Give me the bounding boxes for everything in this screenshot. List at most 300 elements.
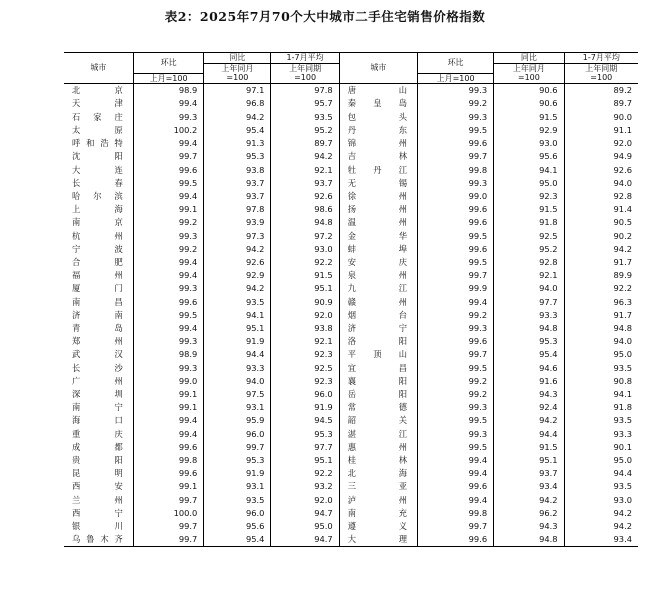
- ytd-avg-index: 92.0: [613, 138, 632, 149]
- mom-index: 99.3: [418, 322, 494, 335]
- city-name: 宜 昌: [339, 362, 417, 375]
- mom-index: 99.1: [133, 388, 203, 401]
- yoy-index: 94.0: [494, 282, 564, 295]
- table-row: [64, 428, 638, 441]
- mom-index: 99.6: [418, 243, 494, 256]
- city-name: 丹 东: [339, 124, 417, 137]
- yoy-base-value: =100: [494, 73, 564, 84]
- city-name: 扬 州: [339, 203, 417, 216]
- city-name: 韶 关: [339, 414, 417, 427]
- yoy-index: 94.3: [494, 520, 564, 533]
- table-row: [64, 243, 638, 256]
- table-row: [64, 533, 638, 547]
- city-name: 岳 阳: [339, 388, 417, 401]
- yoy-index: 97.7: [494, 296, 564, 309]
- table-row: [64, 520, 638, 533]
- mom-index: 99.7: [418, 269, 494, 282]
- city-name: 温 州: [339, 216, 417, 229]
- city-name: 济 南: [64, 309, 133, 322]
- ytd-avg-index: 89.2: [613, 85, 632, 96]
- mom-index: 99.3: [418, 401, 494, 414]
- mom-index: 99.3: [133, 282, 203, 295]
- mom-index: 99.1: [133, 203, 203, 216]
- yoy-index: 91.3: [204, 137, 271, 150]
- table-row: [64, 269, 638, 282]
- city-name: 南 京: [64, 216, 133, 229]
- mom-index: 99.4: [133, 190, 203, 203]
- mom-index: 99.4: [133, 269, 203, 282]
- table-row: [64, 322, 638, 335]
- yoy-index: 91.6: [494, 375, 564, 388]
- yoy-index: 93.3: [204, 362, 271, 375]
- mom-index: 99.7: [133, 520, 203, 533]
- table-row: [64, 414, 638, 427]
- mom-index: 99.2: [133, 243, 203, 256]
- ytd-avg-index: 94.0: [613, 177, 632, 188]
- city-name: 牡 丹 江: [339, 164, 417, 177]
- city-name: 吉 林: [339, 150, 417, 163]
- yoy-index: 93.7: [204, 177, 271, 190]
- city-name: 厦 门: [64, 282, 133, 295]
- ytd-avg-index: 93.5: [613, 362, 632, 373]
- mom-index: 99.7: [418, 150, 494, 163]
- city-name: 长 沙: [64, 362, 133, 375]
- yoy-index: 95.9: [204, 414, 271, 427]
- mom-index: 99.3: [133, 362, 203, 375]
- ytd-avg-index: 93.4: [564, 533, 638, 547]
- mom-index: 99.3: [133, 335, 203, 348]
- mom-index: 99.0: [418, 190, 494, 203]
- yoy-index: 93.9: [204, 216, 271, 229]
- mom-index: 99.3: [418, 428, 494, 441]
- ytd-avg-index: 92.3: [271, 348, 339, 361]
- ytd-avg-index: 91.9: [271, 401, 339, 414]
- ytd-avg-index: 95.7: [271, 97, 339, 110]
- city-name: 西 安: [64, 480, 133, 493]
- ytd-avg-index: 97.7: [271, 441, 339, 454]
- city-name: 广 州: [64, 375, 133, 388]
- ytd-avg-index: 97.8: [271, 84, 339, 98]
- mom-index: 100.0: [133, 507, 203, 520]
- mom-index: 99.6: [133, 296, 203, 309]
- yoy-index: 94.0: [204, 375, 271, 388]
- ytd-avg-index: 92.5: [271, 362, 339, 375]
- yoy-index: 97.1: [204, 84, 271, 98]
- yoy-index: 92.9: [494, 124, 564, 137]
- yoy-index: 93.0: [494, 137, 564, 150]
- table-row: [64, 177, 638, 190]
- city-name: 南 充: [339, 507, 417, 520]
- mom-index: 99.1: [133, 480, 203, 493]
- yoy-index: 90.6: [494, 84, 564, 98]
- city-column-header: 城市: [339, 53, 417, 84]
- table-row: [64, 111, 638, 124]
- ytd-avg-index: 90.5: [613, 217, 632, 228]
- table-row: [64, 97, 638, 110]
- yoy-index: 92.4: [494, 401, 564, 414]
- ytd-avg-index: 92.2: [613, 283, 632, 294]
- city-name: 蚌 埠: [339, 243, 417, 256]
- ytd-avg-index: 90.9: [271, 296, 339, 309]
- ytd-avg-index: 91.7: [613, 309, 632, 320]
- ytd-avg-index: 90.2: [613, 230, 632, 241]
- table-row: [64, 216, 638, 229]
- mom-index: 99.1: [133, 401, 203, 414]
- table-row: [64, 454, 638, 467]
- city-name: 重 庆: [64, 428, 133, 441]
- ytd-avg-index: 93.5: [613, 481, 632, 492]
- table-row: [64, 137, 638, 150]
- yoy-index: 94.4: [204, 348, 271, 361]
- yoy-index: 94.8: [494, 322, 564, 335]
- yoy-column-header: 同比: [494, 53, 564, 64]
- yoy-index: 94.3: [494, 388, 564, 401]
- city-name: 安 庆: [339, 256, 417, 269]
- mom-index: 99.3: [133, 111, 203, 124]
- table-row: [64, 150, 638, 163]
- mom-index: 99.6: [418, 203, 494, 216]
- mom-index: 99.0: [133, 375, 203, 388]
- city-name: 郑 州: [64, 335, 133, 348]
- mom-index: 99.4: [418, 296, 494, 309]
- table-row: [64, 230, 638, 243]
- ytd-avg-index: 94.8: [613, 322, 632, 333]
- ytd-avg-index: 95.0: [271, 520, 339, 533]
- yoy-index: 93.7: [494, 467, 564, 480]
- ytd-avg-index: 94.5: [271, 414, 339, 427]
- yoy-index: 95.1: [494, 454, 564, 467]
- yoy-index: 94.1: [204, 309, 271, 322]
- city-name: 昆 明: [64, 467, 133, 480]
- table-row: [64, 401, 638, 414]
- city-name: 武 汉: [64, 348, 133, 361]
- yoy-index: 93.1: [204, 401, 271, 414]
- ytd-avg-index: 96.3: [613, 296, 632, 307]
- mom-index: 99.8: [418, 507, 494, 520]
- city-name: 兰 州: [64, 494, 133, 507]
- mom-index: 99.5: [418, 362, 494, 375]
- ytd-avg-index: 92.6: [271, 190, 339, 203]
- ytd-avg-index: 93.7: [271, 177, 339, 190]
- mom-index: 99.4: [133, 322, 203, 335]
- ytd-avg-index: 89.7: [271, 137, 339, 150]
- yoy-index: 95.2: [494, 243, 564, 256]
- yoy-index: 92.9: [204, 269, 271, 282]
- ytd-avg-index: 92.6: [613, 164, 632, 175]
- ytd-avg-index: 95.0: [613, 349, 632, 360]
- city-name: 无 锡: [339, 177, 417, 190]
- avg-base-label: 上年同期: [585, 63, 618, 73]
- mom-index: 99.6: [418, 480, 494, 493]
- yoy-index: 91.5: [494, 203, 564, 216]
- mom-index: 99.6: [418, 137, 494, 150]
- yoy-index: 94.6: [494, 362, 564, 375]
- mom-index: 99.7: [133, 150, 203, 163]
- city-name: 银 川: [64, 520, 133, 533]
- city-name: 湛 江: [339, 428, 417, 441]
- mom-index: 100.2: [133, 124, 203, 137]
- table-row: [64, 309, 638, 322]
- ytd-avg-index: 92.1: [271, 335, 339, 348]
- city-name: 常 德: [339, 401, 417, 414]
- yoy-index: 91.5: [494, 441, 564, 454]
- city-name: 北 京: [64, 84, 133, 98]
- mom-index: 99.4: [133, 137, 203, 150]
- city-name: 惠 州: [339, 441, 417, 454]
- yoy-index: 93.7: [204, 190, 271, 203]
- yoy-index: 94.2: [494, 414, 564, 427]
- yoy-index: 95.0: [494, 177, 564, 190]
- mom-index: 99.4: [133, 428, 203, 441]
- city-name: 长 春: [64, 177, 133, 190]
- mom-index: 99.2: [418, 388, 494, 401]
- yoy-index: 95.6: [204, 520, 271, 533]
- mom-column-header: 环比: [133, 53, 203, 74]
- yoy-index: 96.0: [204, 428, 271, 441]
- mom-index: 99.5: [418, 124, 494, 137]
- mom-index: 98.9: [133, 348, 203, 361]
- mom-index: 99.6: [133, 467, 203, 480]
- mom-index: 99.6: [133, 164, 203, 177]
- ytd-avg-index: 93.8: [271, 322, 339, 335]
- city-name: 乌鲁木齐: [64, 533, 133, 547]
- mom-index: 99.6: [133, 441, 203, 454]
- ytd-avg-index: 91.1: [613, 124, 632, 135]
- mom-column-header: 环比: [418, 53, 494, 74]
- ytd-avg-index: 94.2: [613, 507, 632, 518]
- mom-index: 99.2: [418, 309, 494, 322]
- yoy-index: 92.5: [494, 230, 564, 243]
- yoy-index: 94.1: [494, 164, 564, 177]
- yoy-index: 95.6: [494, 150, 564, 163]
- city-name: 九 江: [339, 282, 417, 295]
- ytd-avg-index: 94.2: [613, 243, 632, 254]
- city-name: 平 顶 山: [339, 348, 417, 361]
- ytd-avg-index: 92.8: [613, 190, 632, 201]
- mom-index: 99.3: [418, 111, 494, 124]
- ytd-avg-index: 93.5: [613, 415, 632, 426]
- ytd-avg-index: 95.3: [271, 428, 339, 441]
- mom-index: 99.2: [418, 375, 494, 388]
- city-name: 海 口: [64, 414, 133, 427]
- yoy-index: 96.8: [204, 97, 271, 110]
- yoy-index: 91.8: [494, 216, 564, 229]
- ytd-avg-index: 89.9: [613, 270, 632, 281]
- yoy-index: 92.6: [204, 256, 271, 269]
- yoy-index: 92.3: [494, 190, 564, 203]
- yoy-index: 97.3: [204, 230, 271, 243]
- yoy-index: 94.2: [204, 243, 271, 256]
- city-name: 金 华: [339, 230, 417, 243]
- avg-column-header: 1-7月平均: [564, 53, 638, 64]
- ytd-avg-index: 90.1: [613, 441, 632, 452]
- mom-base-label: 上月=100: [133, 73, 203, 84]
- mom-index: 99.3: [418, 177, 494, 190]
- yoy-index: 94.2: [204, 111, 271, 124]
- ytd-avg-index: 97.2: [271, 230, 339, 243]
- ytd-avg-index: 94.2: [613, 520, 632, 531]
- city-name: 秦 皇 岛: [339, 97, 417, 110]
- yoy-index: 93.4: [494, 480, 564, 493]
- yoy-index: 91.5: [494, 111, 564, 124]
- yoy-index: 93.3: [494, 309, 564, 322]
- yoy-index: 93.5: [204, 296, 271, 309]
- city-name: 洛 阳: [339, 335, 417, 348]
- ytd-avg-index: 92.1: [271, 164, 339, 177]
- city-name: 泸 州: [339, 494, 417, 507]
- avg-base-value: =100: [564, 73, 638, 84]
- table-row: [64, 84, 638, 98]
- ytd-avg-index: 96.0: [271, 388, 339, 401]
- city-name: 遵 义: [339, 520, 417, 533]
- avg-column-header: 1-7月平均: [271, 53, 339, 64]
- mom-index: 99.3: [133, 230, 203, 243]
- table-body: [64, 84, 638, 547]
- ytd-avg-index: 93.0: [271, 243, 339, 256]
- yoy-index: 94.4: [494, 428, 564, 441]
- yoy-index: 97.5: [204, 388, 271, 401]
- yoy-base-value: =100: [204, 73, 271, 84]
- city-name: 济 宁: [339, 322, 417, 335]
- table-row: [64, 256, 638, 269]
- ytd-avg-index: 92.2: [271, 467, 339, 480]
- ytd-avg-index: 93.2: [271, 480, 339, 493]
- ytd-avg-index: 94.4: [613, 468, 632, 479]
- mom-index: 99.5: [133, 309, 203, 322]
- ytd-avg-index: 93.3: [613, 428, 632, 439]
- mom-index: 99.4: [418, 467, 494, 480]
- yoy-index: 95.4: [204, 124, 271, 137]
- mom-index: 99.9: [418, 282, 494, 295]
- mom-index: 99.7: [418, 348, 494, 361]
- city-name: 三 亚: [339, 480, 417, 493]
- ytd-avg-index: 92.3: [271, 375, 339, 388]
- city-name: 成 都: [64, 441, 133, 454]
- yoy-index: 96.2: [494, 507, 564, 520]
- city-name: 太 原: [64, 124, 133, 137]
- mom-index: 99.2: [133, 216, 203, 229]
- yoy-index: 91.9: [204, 467, 271, 480]
- table-row: [64, 362, 638, 375]
- yoy-index: 93.5: [204, 494, 271, 507]
- table-row: [64, 335, 638, 348]
- yoy-index: 92.8: [494, 256, 564, 269]
- ytd-avg-index: 94.1: [613, 388, 632, 399]
- ytd-avg-index: 94.7: [271, 507, 339, 520]
- city-name: 福 州: [64, 269, 133, 282]
- city-name: 包 头: [339, 111, 417, 124]
- city-name: 石 家 庄: [64, 111, 133, 124]
- city-name: 泉 州: [339, 269, 417, 282]
- city-name: 哈 尔 滨: [64, 190, 133, 203]
- city-name: 唐 山: [339, 84, 417, 98]
- yoy-index: 95.1: [204, 322, 271, 335]
- yoy-index: 94.2: [204, 282, 271, 295]
- mom-index: 99.5: [418, 441, 494, 454]
- city-name: 烟 台: [339, 309, 417, 322]
- ytd-avg-index: 90.0: [613, 111, 632, 122]
- city-name: 宁 波: [64, 243, 133, 256]
- ytd-avg-index: 95.1: [271, 454, 339, 467]
- ytd-avg-index: 94.8: [271, 216, 339, 229]
- mom-index: 99.2: [418, 97, 494, 110]
- city-name: 赣 州: [339, 296, 417, 309]
- ytd-avg-index: 89.7: [613, 98, 632, 109]
- yoy-base-label: 上年同月: [204, 63, 271, 73]
- mom-index: 98.9: [133, 84, 203, 98]
- city-name: 锦 州: [339, 137, 417, 150]
- table-row: [64, 190, 638, 203]
- city-name: 襄 阳: [339, 375, 417, 388]
- ytd-avg-index: 98.6: [271, 203, 339, 216]
- yoy-index: 93.8: [204, 164, 271, 177]
- mom-index: 99.5: [418, 414, 494, 427]
- table-row: [64, 467, 638, 480]
- mom-base-label: 上月=100: [418, 73, 494, 84]
- table-row: [64, 348, 638, 361]
- table-row: [64, 203, 638, 216]
- city-name: 沈 阳: [64, 150, 133, 163]
- mom-index: 99.7: [133, 533, 203, 547]
- mom-index: 99.4: [133, 256, 203, 269]
- table-row: [64, 296, 638, 309]
- ytd-avg-index: 92.0: [271, 494, 339, 507]
- city-name: 桂 林: [339, 454, 417, 467]
- ytd-avg-index: 90.8: [613, 375, 632, 386]
- table-header: [64, 53, 638, 84]
- city-name: 南 宁: [64, 401, 133, 414]
- yoy-index: 94.2: [494, 494, 564, 507]
- mom-index: 99.6: [418, 533, 494, 547]
- city-name: 上 海: [64, 203, 133, 216]
- table-row: [64, 375, 638, 388]
- mom-index: 99.6: [418, 335, 494, 348]
- yoy-index: 95.3: [204, 454, 271, 467]
- table-row: [64, 507, 638, 520]
- mom-index: 99.7: [133, 494, 203, 507]
- ytd-avg-index: 91.7: [613, 256, 632, 267]
- yoy-index: 99.7: [204, 441, 271, 454]
- table-row: [64, 124, 638, 137]
- ytd-avg-index: 94.9: [613, 151, 632, 162]
- yoy-index: 95.3: [204, 150, 271, 163]
- city-name: 天 津: [64, 97, 133, 110]
- ytd-avg-index: 91.4: [613, 204, 632, 215]
- ytd-avg-index: 95.0: [613, 454, 632, 465]
- mom-index: 99.5: [418, 256, 494, 269]
- price-index-table: [64, 52, 638, 547]
- city-name: 大 理: [339, 533, 417, 547]
- ytd-avg-index: 93.0: [613, 494, 632, 505]
- ytd-avg-index: 94.2: [271, 150, 339, 163]
- yoy-index: 95.3: [494, 335, 564, 348]
- yoy-index: 94.8: [494, 533, 564, 547]
- mom-index: 99.7: [418, 520, 494, 533]
- table-row: [64, 164, 638, 177]
- yoy-index: 92.1: [494, 269, 564, 282]
- mom-index: 99.5: [418, 230, 494, 243]
- yoy-index: 96.0: [204, 507, 271, 520]
- mom-index: 99.4: [418, 454, 494, 467]
- mom-index: 99.6: [418, 216, 494, 229]
- city-name: 徐 州: [339, 190, 417, 203]
- city-name: 杭 州: [64, 230, 133, 243]
- ytd-avg-index: 92.0: [271, 309, 339, 322]
- yoy-index: 93.1: [204, 480, 271, 493]
- ytd-avg-index: 95.1: [271, 282, 339, 295]
- yoy-index: 95.4: [204, 533, 271, 547]
- city-name: 合 肥: [64, 256, 133, 269]
